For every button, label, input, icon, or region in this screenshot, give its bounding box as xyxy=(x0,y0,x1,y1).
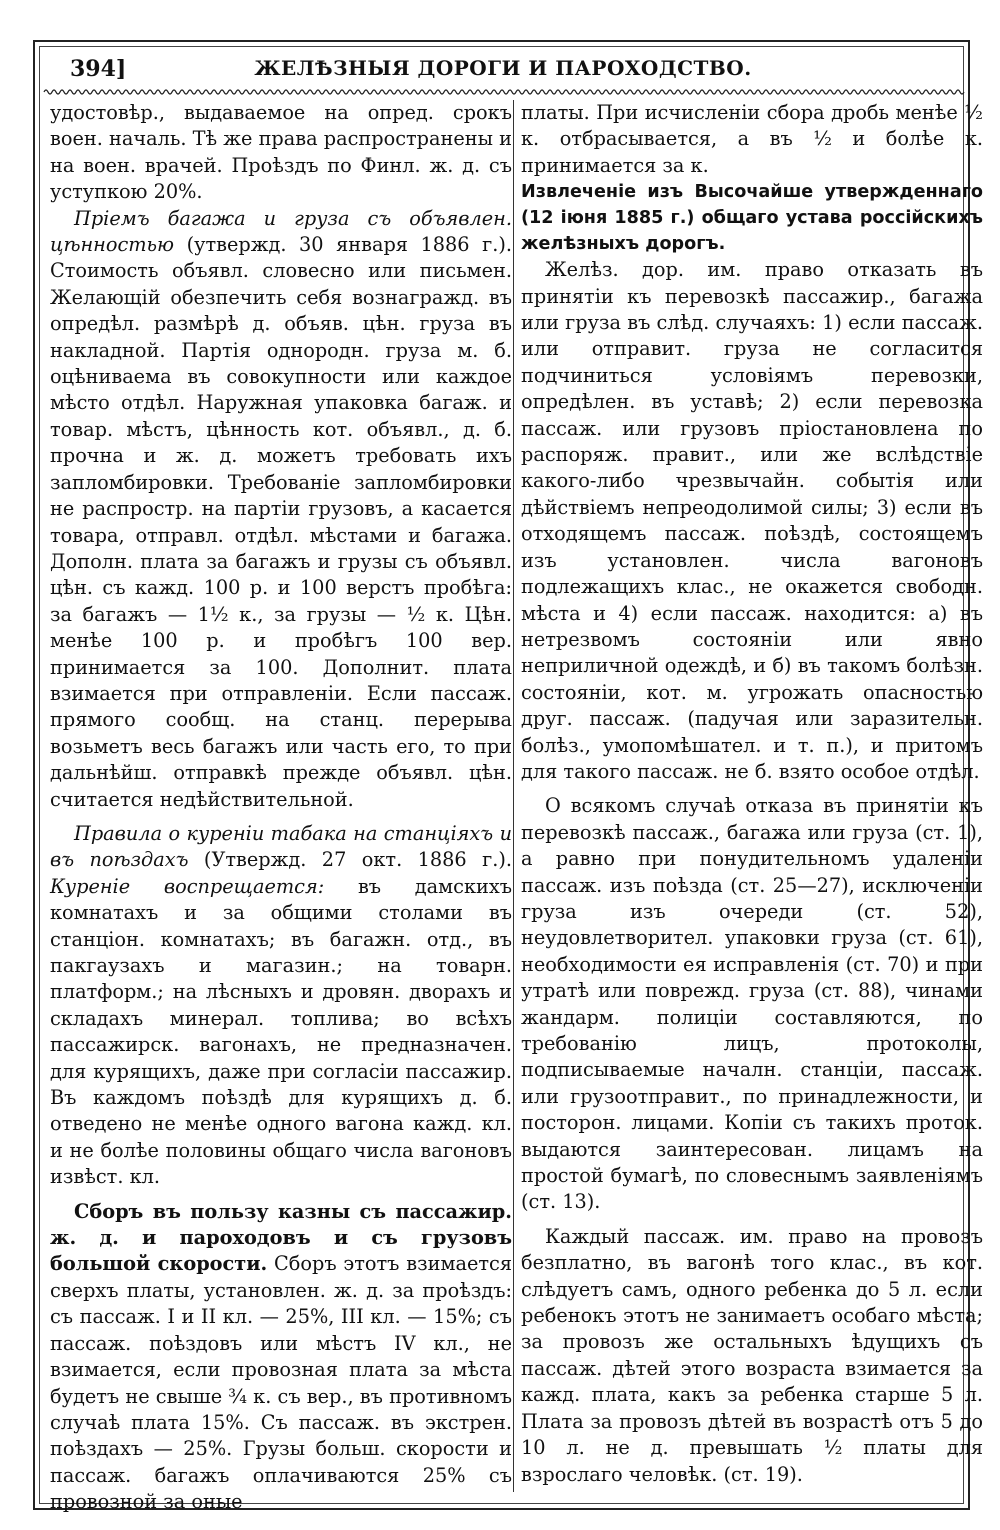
right-column xyxy=(521,100,983,1495)
page-header xyxy=(50,52,956,86)
paragraph: Желѣз. дор. им. право отказать въ принятіи къ перевозкѣ пассажир., багажа или груза въ слѣд. случаяхъ: 1) если пассаж. или отправит. груза не согласится подчиниться условіямъ перевозки, опредѣлен. въ уставѣ; 2) если перевозка пассаж. или грузовъ пріостановлена по распоряж. правит., или же вслѣдствіе какого-либо чрезвычайн. событія или дѣйствіемъ непреодолимой силы; 3) если въ отходящемъ пассаж. поѣздѣ, состоящемъ изъ установлен. числа вагоновъ подлежащихъ клас., не окажется свободн. мѣста и 4) если пассаж. находится: а) въ нетрезвомъ состояніи или явно неприличной одеждѣ, и б) въ такомъ болѣзн. состояніи, кот. м. угрожать опасностью друг. пассаж. (падучая или заразительн. болѣз., умопомѣшател. и т. п.), и притомъ для такого пассаж. не б. взято особое отдѣл. xyxy=(521,258,983,783)
section-heading: Правила о куреніи табака на станціяхъ и въ поѣздахъ xyxy=(50,821,512,872)
paragraph xyxy=(50,1199,512,1516)
paragraph: удостовѣр., выдаваемое на опред. срокъ воен. началь. Тѣ же права распространены и на воен. врачей. Проѣздъ по Финл. ж. д. съ уступкою 20%. xyxy=(50,101,512,204)
paragraph-text: (утвержд. 30 января 1886 г.). Стоимость объявл. словесно или письмен. Желающій обезпечить себя вознагражд. въ опредѣл. размѣрѣ д. объяв. цѣн. груза въ накладной. Партія однородн. груза м. б. оцѣниваема въ совокупности или каждое мѣсто отдѣл. Наружная упаковка багаж. и товар. мѣстъ, цѣнность кот. объявл., д. б. прочна и ж. д. можетъ требовать ихъ запломбировки. Требованіе запломбировки не распростр. на партіи грузовъ, а касается товара, отправл. отдѣл. мѣстами и багажа. Дополн. плата за багажъ и грузы съ объявл. цѣн. съ кажд. 100 р. и 100 верстъ пробѣга: за багажъ — 1½ к., за грузы — ½ к. Цѣн. менѣе 100 р. и пробѣгъ 100 вер. принимается за 100. Дополнит. плата взимается при отправленіи. Если пассаж. прямого сообщ. на станц. перерыва возьметъ весь багажъ или часть его, то при дальнѣйш. отправкѣ прежде объявл. цѣн. считается недѣйствительной. xyxy=(50,233,512,811)
paragraph-text: въ дамскихъ комнатахъ и за общими столами въ станціон. комнатахъ; въ багажн. отд., въ пакгаузахъ и магазин.; на товарн. платформ.; на лѣсныхъ и дровян. дворахъ и складахъ минерал. топлива; во всѣхъ пассажирск. вагонахъ, не предназначен. для курящихъ, даже при согласіи пассажир. Въ каждомъ поѣздѣ для курящихъ д. б. отведено не менѣе одного вагона кажд. кл. и не болѣе половины общаго числа вагоновъ извѣст. кл. xyxy=(50,874,512,1189)
paragraph xyxy=(50,821,512,1191)
paragraph-text: (Утвержд. 27 окт. 1886 г.). xyxy=(188,848,513,872)
section-heading: Извлеченіе изъ Высочайше утвержденнаго (12 іюня 1885 г.) общаго устава россійскихъ желѣзныхъ дорогъ. xyxy=(521,182,983,255)
left-column xyxy=(50,100,513,1514)
paragraph: платы. При исчисленіи сбора дробь менѣе ½ к. отбрасывается, а въ ½ и болѣе к. принимается за к. xyxy=(521,101,983,177)
wavy-rule xyxy=(44,86,960,98)
paragraph: Каждый пассаж. им. право на провозъ безплатно, въ вагонѣ того клас., въ кот. слѣдуетъ самъ, одного ребенка до 5 л. если ребенокъ этотъ не занимаетъ особаго мѣста; за провозъ же остальныхъ ѣдущихъ съ пассаж. дѣтей этого возраста взимается за кажд. плата, какъ за ребенка старше 5 л. Плата за провозъ дѣтей въ возрастѣ отъ 5 до 10 л. не д. превышать ½ платы для взрослаго человѣк. (ст. 19). xyxy=(521,1224,983,1486)
paragraph: О всякомъ случаѣ отказа въ принятіи къ перевозкѣ пассаж., багажа или груза (ст. 1), а равно при понудительномъ удаленіи пассаж. изъ поѣзда (ст. 25—27), исключеніи груза изъ очереди (ст. 52), неудовлетворител. упаковки груза (ст. 61), необходимости ея исправленія (ст. 70) и при утратѣ или поврежд. груза (ст. 88), чинами жандарм. полиціи составляются, по требованію лицъ, протоколы, подписываемые началн. станціи, пассаж. или грузоотправит., по принадлежности, и посторон. лицами. Копіи съ такихъ проток. выдаются заинтересован. лицамъ на простой бумагѣ, по словеснымъ заявленіямъ (ст. 13). xyxy=(521,794,983,1214)
subheading: Куреніе воспрещается: xyxy=(50,874,325,898)
column-divider xyxy=(513,100,514,1492)
section-heading: Пріемъ багажа и груза съ объявлен. цѣнностью xyxy=(50,206,512,257)
section-heading: Сборъ въ пользу казны съ пассажир. ж. д. и пароходовъ и съ грузовъ большой скорости. xyxy=(50,1199,512,1276)
paragraph-text: Сборъ этотъ взимается сверхъ платы, установлен. ж. д. за проѣздъ: съ пассаж. I и II кл. — 25%, III кл. — 15%; съ пассаж. поѣздовъ или мѣстъ IV кл., не взимается, если провозная плата за мѣста будетъ не свыше ¾ к. съ вер., въ противномъ случаѣ плата 15%. Съ пассаж. въ экстрен. поѣздахъ — 25%. Грузы больш. скорости и пассаж. багажъ оплачиваются 25% съ провозной за оные xyxy=(50,1252,512,1514)
page-number: 394] xyxy=(70,56,127,82)
running-title: ЖЕЛѢЗНЫЯ ДОРОГИ И ПАРОХОДСТВО. xyxy=(254,56,752,80)
paragraph xyxy=(50,206,512,813)
